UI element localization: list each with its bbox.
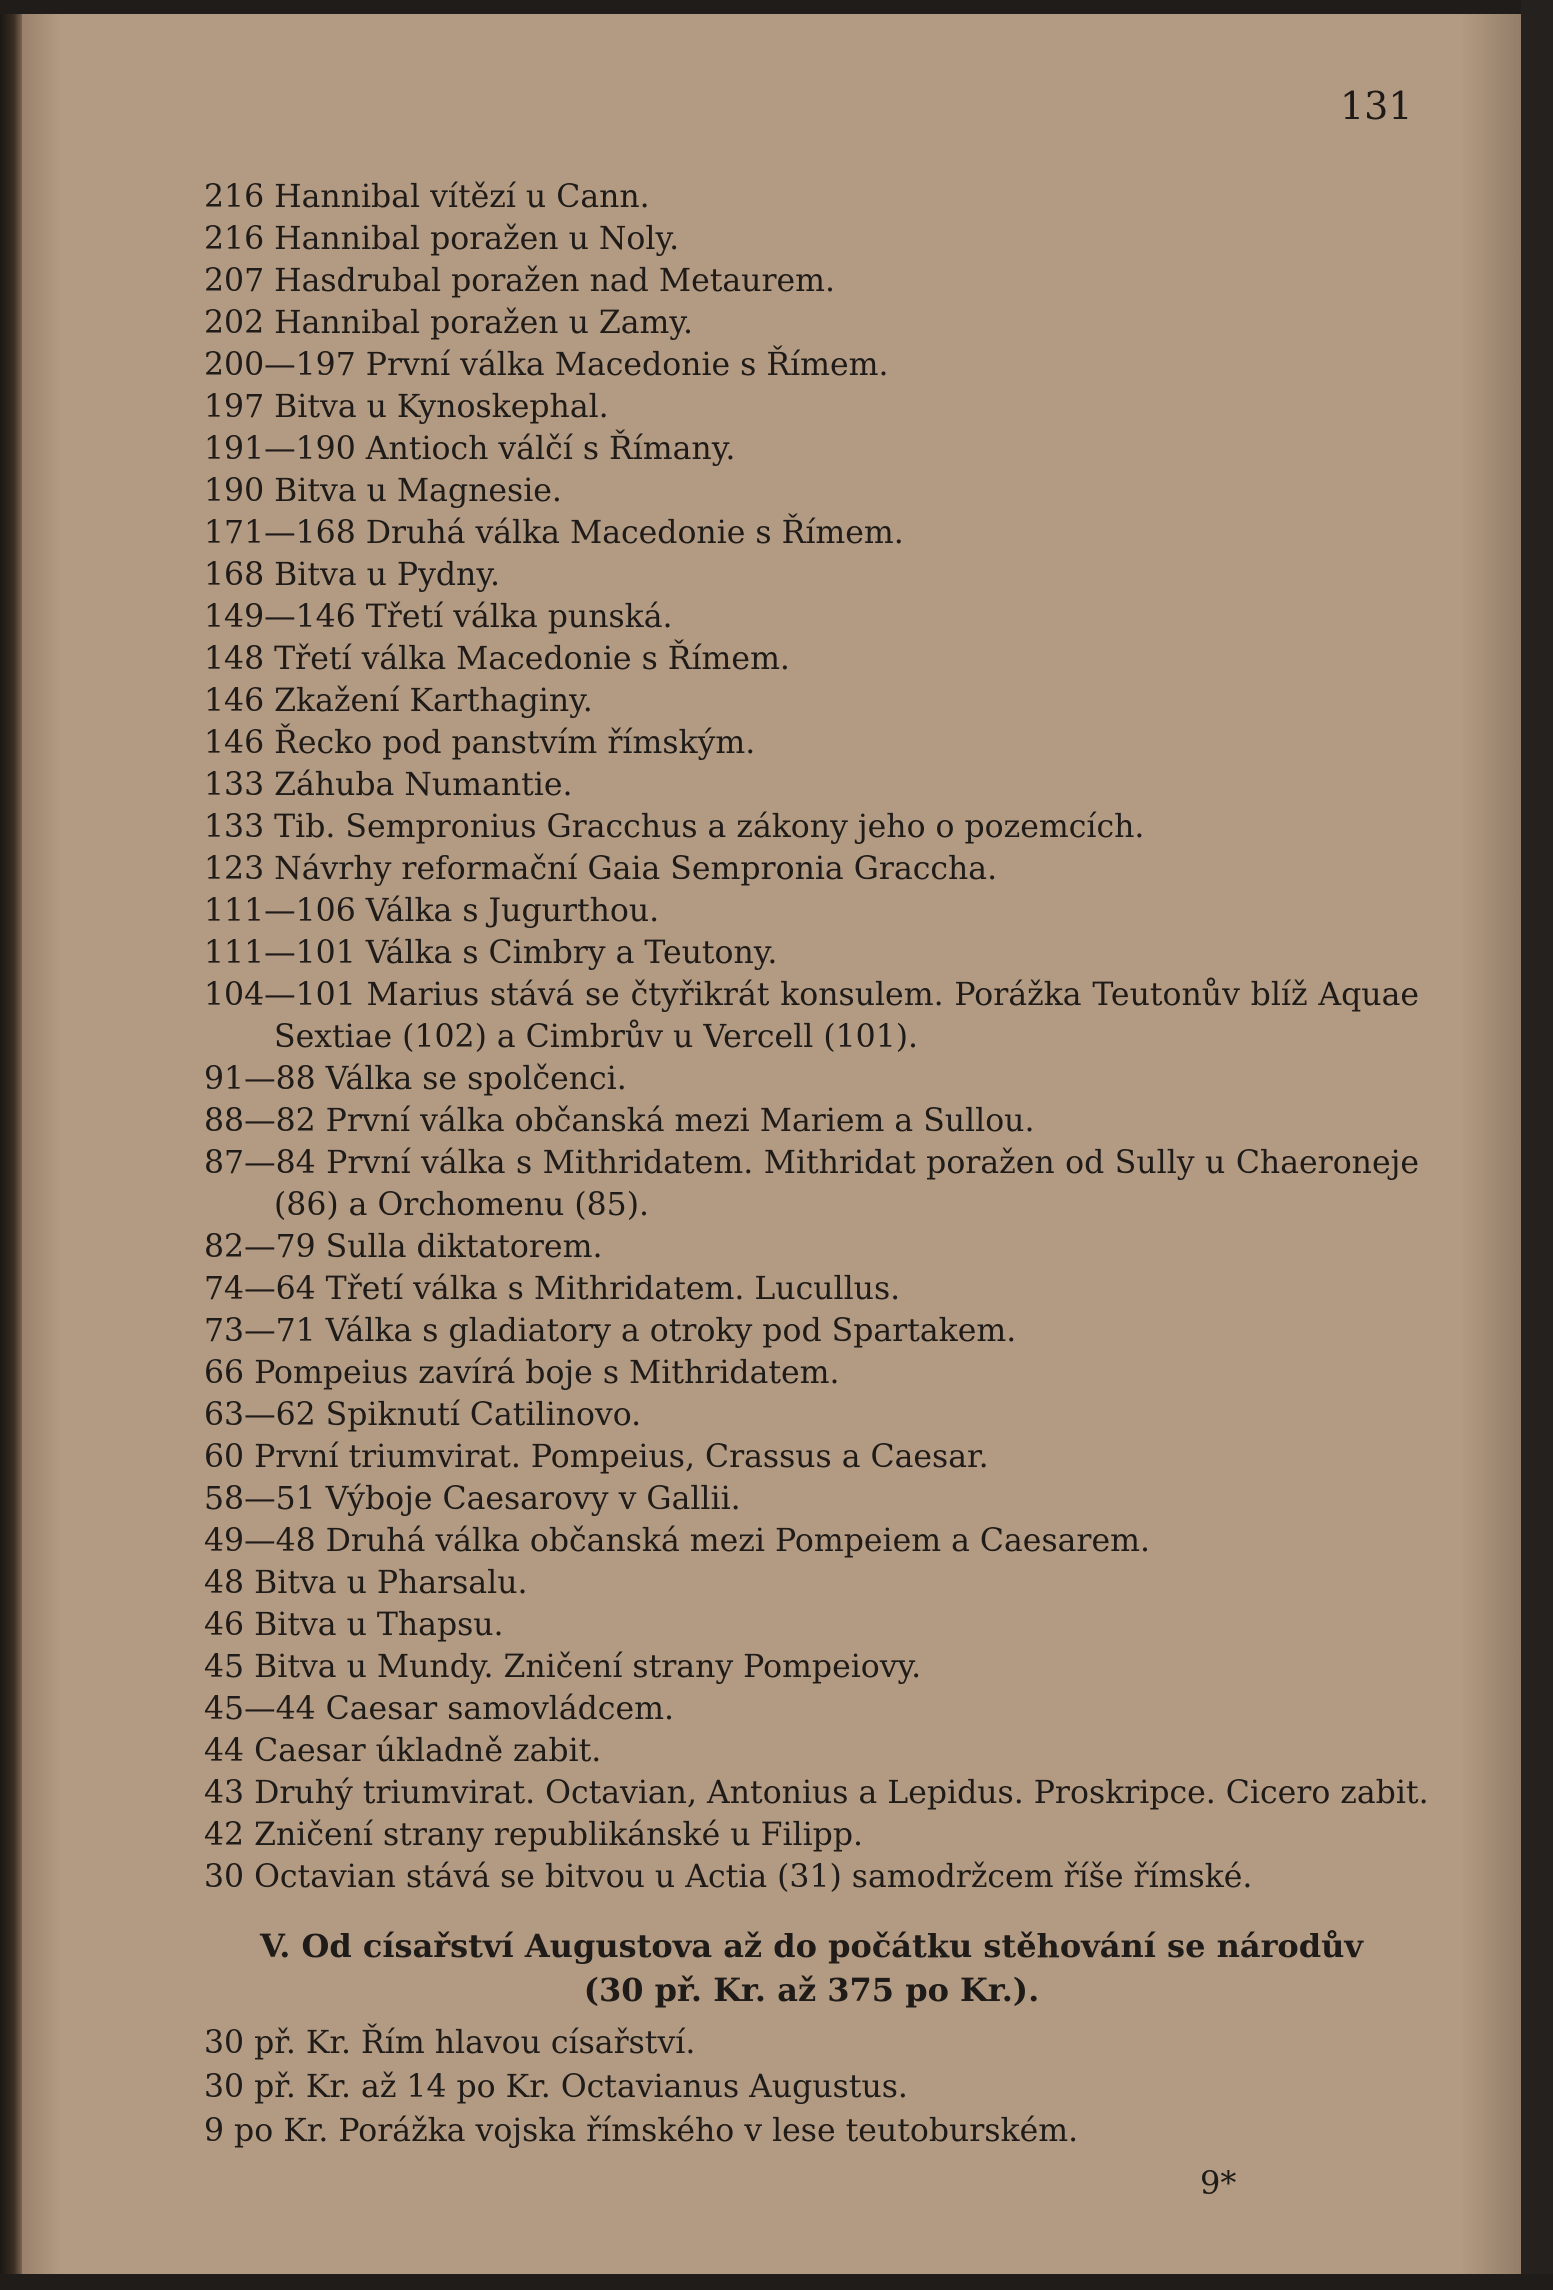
chronology-entry: 207 Hasdrubal poražen nad Metaurem. — [204, 263, 836, 299]
chronology-entry: 58—51 Výboje Caesarovy v Gallii. — [204, 1481, 741, 1517]
book-spine — [0, 0, 22, 2290]
chronology-entry: 49—48 Druhá válka občanská mezi Pompeiem a Caesarem. — [204, 1523, 1150, 1559]
chronology-entry: 168 Bitva u Pydny. — [204, 557, 500, 593]
chronology-entry: 66 Pompeius zavírá boje s Mithridatem. — [204, 1355, 840, 1391]
section-heading-line-1: V. Od císařství Augustova až do počátku stěhování se národův — [260, 1927, 1363, 1965]
chronology-entry: 74—64 Třetí válka s Mithridatem. Lucullus. — [204, 1271, 901, 1307]
scan-border-top — [0, 0, 1553, 14]
chronology-entry: 30 př. Kr. až 14 po Kr. Octavianus Augustus. — [204, 2069, 908, 2105]
chronology-entry: 9 po Kr. Porážka vojska římského v lese teutoburském. — [204, 2113, 1079, 2149]
chronology-entry: 42 Zničení strany republikánské u Filipp. — [204, 1817, 864, 1853]
chronology-entry: 91—88 Válka se spolčenci. — [204, 1061, 627, 1097]
chronology-entry: 44 Caesar úkladně zabit. — [204, 1733, 602, 1769]
chronology-entry: 146 Zkažení Karthaginy. — [204, 683, 593, 719]
chronology-entry: 146 Řecko pod panstvím římským. — [204, 725, 756, 761]
chronology-entry: 45—44 Caesar samovládcem. — [204, 1691, 674, 1727]
chronology-entry: 197 Bitva u Kynoskephal. — [204, 389, 609, 425]
section-heading-line-2: (30 př. Kr. až 375 po Kr.). — [583, 1971, 1040, 2009]
printer-signature-mark: 9* — [1200, 2164, 1237, 2202]
chronology-entry: 123 Návrhy reformační Gaia Sempronia Graccha. — [204, 851, 998, 887]
chronology-entry: 60 První triumvirat. Pompeius, Crassus a Caesar. — [204, 1439, 989, 1475]
page-number: 131 — [1340, 84, 1413, 128]
chronology-entry: 111—106 Válka s Jugurthou. — [204, 893, 660, 929]
section-heading — [204, 1924, 1419, 2012]
chronology-entry: 133 Záhuba Numantie. — [204, 767, 573, 803]
chronology-entry: 216 Hannibal vítězí u Cann. — [204, 179, 650, 215]
chronology-list-section-5 — [204, 2021, 1419, 2153]
chronology-entry: 46 Bitva u Thapsu. — [204, 1607, 504, 1643]
chronology-entry: 45 Bitva u Mundy. Zničení strany Pompeiovy. — [204, 1649, 922, 1685]
chronology-list — [204, 176, 1429, 1898]
chronology-entry: 148 Třetí válka Macedonie s Římem. — [204, 641, 790, 677]
scan-border-bottom — [0, 2274, 1553, 2290]
chronology-entry: 48 Bitva u Pharsalu. — [204, 1565, 528, 1601]
chronology-entry: 82—79 Sulla diktatorem. — [204, 1229, 603, 1265]
chronology-entry: 104—101 Marius stává se čtyřikrát konsulem. Porážka Teutonův blíž Aquae Sextiae (102) a Cimbrův u Vercell (101). — [204, 977, 1419, 1055]
chronology-entry: 73—71 Válka s gladiatory a otroky pod Spartakem. — [204, 1313, 1017, 1349]
chronology-entry: 190 Bitva u Magnesie. — [204, 473, 562, 509]
chronology-entry: 200—197 První válka Macedonie s Římem. — [204, 347, 889, 383]
chronology-entry: 30 Octavian stává se bitvou u Actia (31) samodržcem říše římské. — [204, 1859, 1253, 1895]
chronology-entry: 111—101 Válka s Cimbry a Teutony. — [204, 935, 778, 971]
chronology-entry: 43 Druhý triumvirat. Octavian, Antonius a Lepidus. Proskripce. Cicero zabit. — [204, 1775, 1429, 1811]
chronology-entry: 63—62 Spiknutí Catilinovo. — [204, 1397, 642, 1433]
chronology-entry: 191—190 Antioch válčí s Římany. — [204, 431, 736, 467]
chronology-entry: 171—168 Druhá válka Macedonie s Římem. — [204, 515, 904, 551]
chronology-entry: 149—146 Třetí válka punská. — [204, 599, 673, 635]
chronology-entry: 30 př. Kr. Řím hlavou císařství. — [204, 2025, 696, 2061]
chronology-entry: 216 Hannibal poražen u Noly. — [204, 221, 680, 257]
scan-border-right — [1521, 0, 1553, 2290]
chronology-entry: 133 Tib. Sempronius Gracchus a zákony jeho o pozemcích. — [204, 809, 1145, 845]
chronology-entry: 87—84 První válka s Mithridatem. Mithridat poražen od Sully u Chaeroneje (86) a Orchomenu (85). — [204, 1145, 1419, 1223]
chronology-entry: 202 Hannibal poražen u Zamy. — [204, 305, 694, 341]
chronology-entry: 88—82 První válka občanská mezi Mariem a Sullou. — [204, 1103, 1035, 1139]
